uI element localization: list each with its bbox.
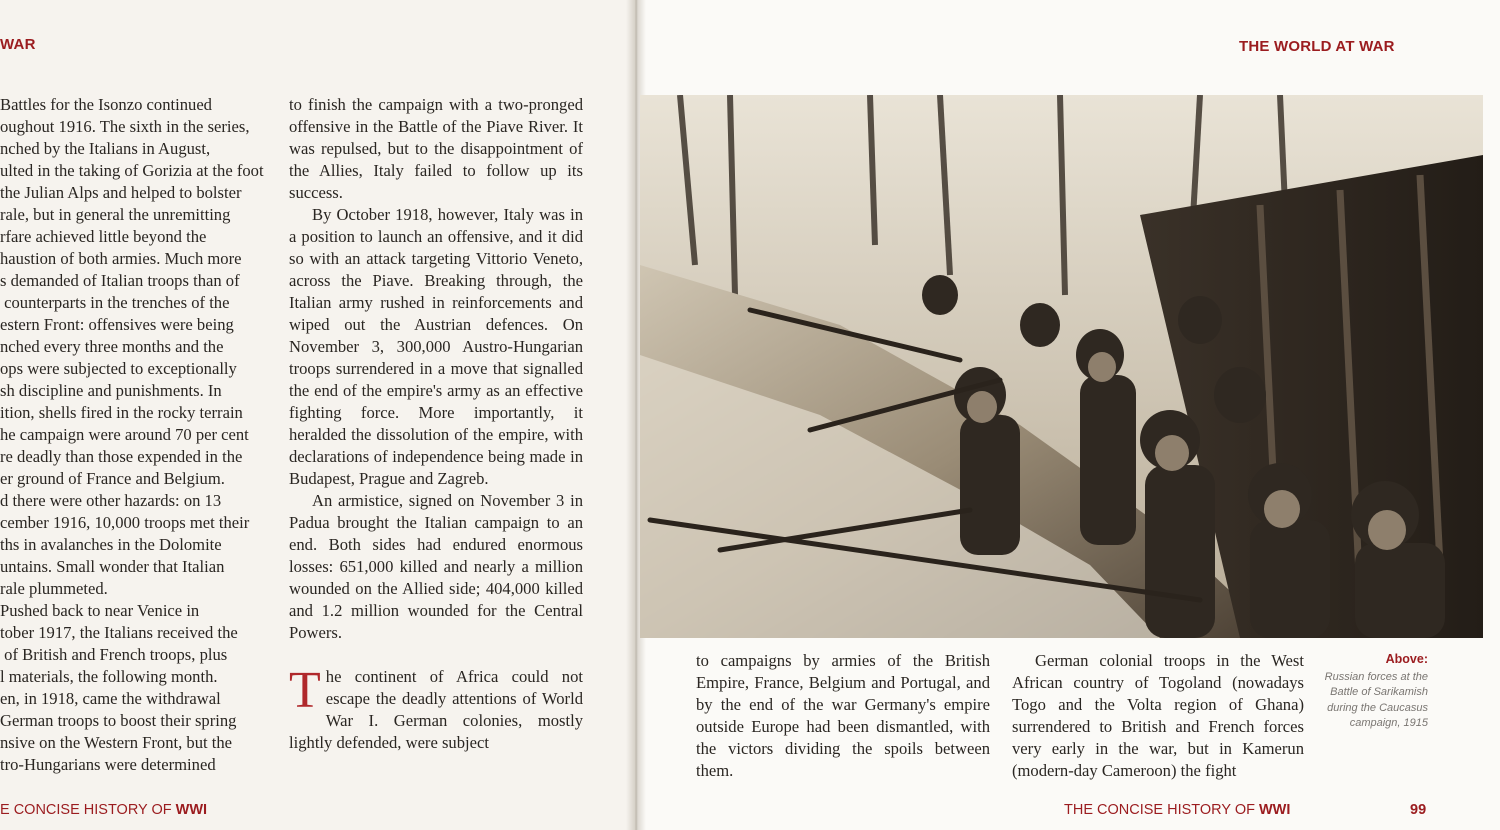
trench-photo — [640, 95, 1483, 638]
text-line: nched by the Italians in August, — [0, 139, 211, 158]
text-line: s demanded of Italian troops than of — [0, 271, 240, 290]
paragraph: An armistice, signed on November 3 in Padua brought the Italian campaign to an end. Both sides had endured enormous losses: 651,000 killed and nearly a million wounded on the Allied side; 404,000 killed and 1.2 million wounded for the Central Powers. — [289, 491, 583, 642]
text-line: rale plummeted. — [0, 579, 108, 598]
text-line: nched every three months and the — [0, 337, 224, 356]
text-line: re deadly than those expended in the — [0, 447, 243, 466]
text-line: tro-Hungarians were determined — [0, 755, 216, 774]
text-line: counterparts in the trenches of the — [0, 293, 230, 312]
text-line: Pushed back to near Venice in — [0, 601, 200, 620]
text-line: d there were other hazards: on 13 — [0, 491, 222, 510]
text-line: er ground of France and Belgium. — [0, 469, 225, 488]
right-footer — [1064, 802, 1290, 818]
footer-title: THE CONCISE HISTORY OF — [1064, 802, 1259, 818]
right-column-2 — [1012, 650, 1304, 782]
text-line: German troops to boost their spring — [0, 711, 237, 730]
left-footer — [0, 802, 207, 818]
text-line: tober 1917, the Italians received the — [0, 623, 238, 642]
text-line: nsive on the Western Front, but the — [0, 733, 233, 752]
text-line: rale, but in general the unremitting — [0, 205, 231, 224]
paragraph-africa — [289, 662, 583, 754]
text-line: estern Front: offensives were being — [0, 315, 234, 334]
photo-caption — [1322, 652, 1428, 732]
text-line: ition, shells fired in the rocky terrain — [0, 403, 243, 422]
text-line: sh discipline and punishments. In — [0, 381, 222, 400]
trench-photo-illustration — [640, 95, 1483, 638]
paragraph: to campaigns by armies of the British Empire, France, Belgium and Portugal, and by the end of the war Germany's empire outside Europe had been dismantled, with the victors dividing the spoils between them. — [696, 651, 990, 780]
page-number: 99 — [1410, 802, 1427, 818]
text-line: en, in 1918, came the withdrawal — [0, 689, 221, 708]
text-line: ulted in the taking of Gorizia at the foot — [0, 161, 264, 180]
left-column-1 — [0, 94, 268, 776]
text-line: oughout 1916. The sixth in the series, — [0, 117, 250, 136]
text-line: haustion of both armies. Much more — [0, 249, 242, 268]
text-line: ths in avalanches in the Dolomite — [0, 535, 222, 554]
text-line: l materials, the following month. — [0, 667, 218, 686]
drop-cap: T — [289, 662, 321, 719]
text-line: rfare achieved little beyond the — [0, 227, 207, 246]
footer-title-bold: WWI — [175, 802, 208, 818]
paragraph: German colonial troops in the West African country of Togoland (nowadays Togo and the Volta region of Ghana) surrendered to British and French forces very early in the war, but in Kamerun (modern-day Cameroon) the fight — [1012, 651, 1304, 780]
text-line: he campaign were around 70 per cent — [0, 425, 249, 444]
caption-heading: Above: — [1385, 652, 1428, 666]
right-column-1 — [696, 650, 990, 782]
right-running-header: THE WORLD AT WAR — [1239, 38, 1395, 55]
left-running-header: WAR — [0, 36, 36, 53]
text-line: ops were subjected to exceptionally — [0, 359, 237, 378]
paragraph: By October 1918, however, Italy was in a position to launch an offensive, and it did so with an attack targeting Vittorio Veneto, across the Piave. Breaking through, the Italian army rushed in reinforcements and wiped out the Austrian defences. On November 3, 300,000 Austro-Hungarian troops surrendered in a move that signalled the end of the empire's army as an effective fighting force. More importantly, it heralded the dissolution of the empire, with declarations of independence being made in Budapest, Prague and Zagreb. — [289, 205, 583, 488]
text-line: Battles for the Isonzo continued — [0, 95, 212, 114]
paragraph-text: he continent of Africa could not escape the deadly attentions of World War I. German colonies, mostly lightly defended, were subject — [289, 667, 583, 752]
footer-title-bold: WWI — [1258, 802, 1291, 818]
text-line: of British and French troops, plus — [0, 645, 228, 664]
caption-text: Russian forces at the Battle of Sarikamish during the Caucasus campaign, 1915 — [1324, 670, 1428, 729]
text-line: untains. Small wonder that Italian — [0, 557, 225, 576]
left-column-2 — [289, 94, 583, 754]
paragraph: to finish the campaign with a two-pronged offensive in the Battle of the Piave River. It was repulsed, but to the disappointment of the Allies, Italy failed to follow up its success. — [289, 95, 583, 202]
footer-title: E CONCISE HISTORY OF — [0, 802, 176, 818]
text-line: the Julian Alps and helped to bolster — [0, 183, 242, 202]
text-line: cember 1916, 10,000 troops met their — [0, 513, 250, 532]
